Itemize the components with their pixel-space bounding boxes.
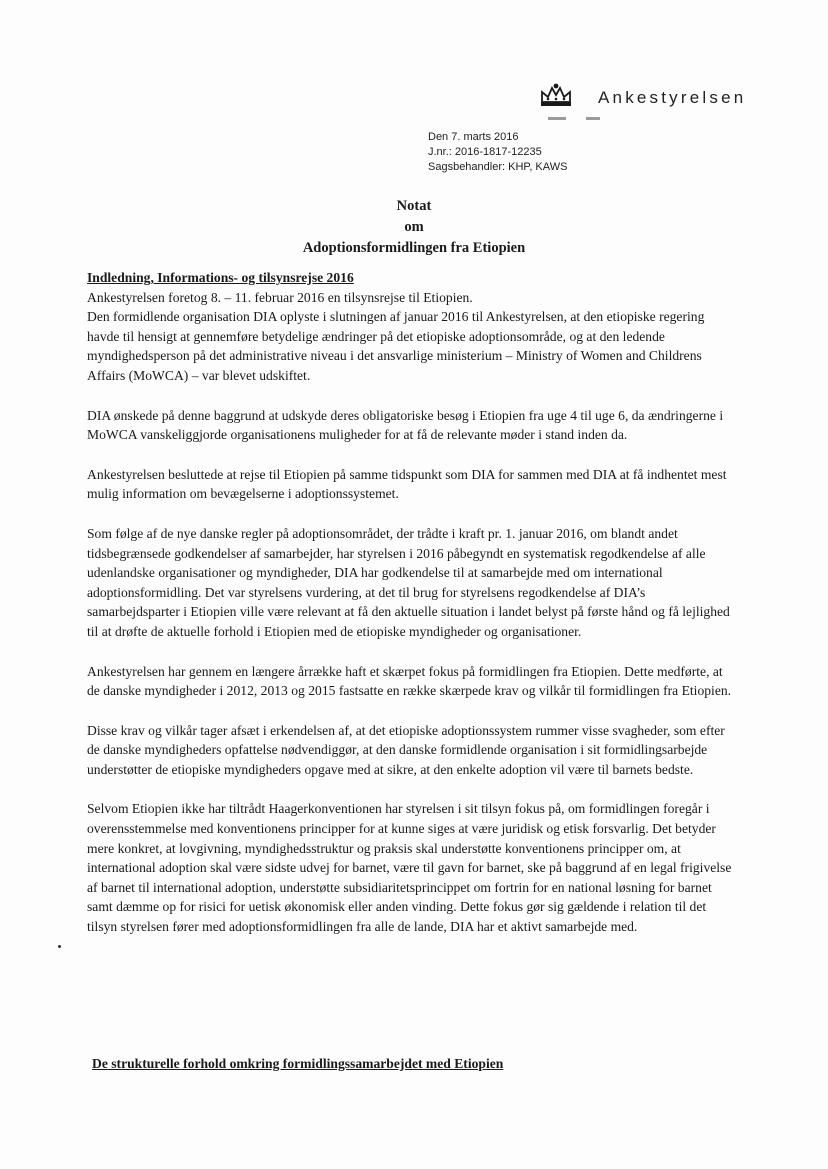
intro-line-1: Ankestyrelsen foretog 8. – 11. februar 2016 en tilsynsrejse til Etiopien.: [87, 289, 473, 305]
section-heading-intro: Indledning, Informations- og tilsynsrejse 2016: [87, 270, 354, 285]
document-title: [0, 196, 828, 259]
intro-paragraph: [87, 288, 737, 386]
paragraph: Disse krav og vilkår tager afsæt i erkendelsen af, at det etiopiske adoptionssystem rummer visse svagheder, som efter de danske myndigheders opfattelse nødvendiggør, at den danske formidlende organisation i sit formidlingsarbejde understøtter de etiopiske myndigheders opgave med at sikre, at den enkelte adoption vil være til barnets bedste.: [87, 722, 725, 777]
brand-underline: [548, 117, 608, 123]
case-officer: Sagsbehandler: KHP, KAWS: [428, 161, 568, 173]
title-line-3: Adoptionsformidlingen fra Etiopien: [302, 240, 526, 256]
document-body: [87, 268, 737, 957]
paragraph: Som følge af de nye danske regler på adoptionsområdet, der trådte i kraft pr. 1. januar 2016, om blandt andet tidsbegrænsede godkendelser af samarbejder, har styrelsen i 2016 påbegyndt en systematisk regodkendelse af alle udenlandske organisationer og myndigheder, DIA har godkendelse til at samarbejde med om international adoptionsformidling. Det var styrelsens vurdering, at det til brug for styrelsens regodkendelse af DIA’s samarbejdsparter i Etiopien ville være relevant at få den aktuelle situation i landet belyst på første hånd og få lejlighed til at drøfte de aktuelle forhold i Etiopien med de etiopiske myndigheder og organisationer.: [87, 525, 730, 639]
journal-number: J.nr.: 2016-1817-12235: [428, 146, 542, 158]
paragraph: DIA ønskede på denne baggrund at udskyde deres obligatoriske besøg i Etiopien fra uge 4 til uge 6, da ændringerne i MoWCA vanskeliggjorde organisationens muligheder for at få de relevante møder i stand inden da.: [87, 407, 724, 443]
title-line-1: Notat: [396, 198, 432, 214]
title-line-2: om: [404, 219, 424, 235]
paragraph: Selvom Etiopien ikke har tiltrådt Haagerkonventionen har styrelsen i sit tilsyn fokus på, om formidlingen foregår i overensstemmelse med konventionens principper for at kunne siges at være juridisk og etisk forsvarlig. Det betyder mere konkret, at lovgivning, myndighedsstruktur og praksis skal understøtte konventionens principper om, at international adoption skal være sidste udvej for barnet, være til gavn for barnet, ske på baggrund af en legal frigivelse af barnet til international adoption, understøtte subsidiaritetsprincippet om fortrin for en national løsning for barnet samt dæmme op for risici for uetisk økonomisk eller anden vinding. Dette fokus gør sig gældende i relation til det tilsyn styrelsen fører med adoptionsformidlingen fra alle de lande, DIA har et aktivt samarbejde med.: [87, 801, 732, 935]
brand-name: Ankestyrelsen: [598, 88, 747, 107]
section-heading-structure: De strukturelle forhold omkring formidlingssamarbejdet med Etiopien: [92, 1056, 504, 1071]
intro-line-2: Den formidlende organisation DIA oplyste i slutningen af januar 2016 til Ankestyrelsen, at den etiopiske regering havde til hensigt at gennemføre betydelige ændringer på det etiopiske adoptionsområde, og at den ledende myndighedsperson på det administrative niveau i det ansvarlige ministerium – Ministry of Women and Childrens Affairs (MoWCA) – var blevet udskiftet.: [87, 309, 705, 383]
document-meta: [428, 130, 567, 175]
crown-logo-icon: [538, 82, 574, 108]
scan-speck: [58, 945, 61, 948]
paragraph: Ankestyrelsen besluttede at rejse til Etiopien på samme tidspunkt som DIA for sammen med DIA at få indhentet mest mulig information om bevægelserne i adoptionssystemet.: [87, 466, 727, 502]
paragraph: Ankestyrelsen har gennem en længere årrække haft et skærpet fokus på formidlingen fra Etiopien. Dette medførte, at de danske myndigheder i 2012, 2013 og 2015 fastsatte en række skærpede krav og vilkår til formidlingen fra Etiopien.: [87, 663, 732, 699]
document-date: Den 7. marts 2016: [428, 131, 519, 143]
